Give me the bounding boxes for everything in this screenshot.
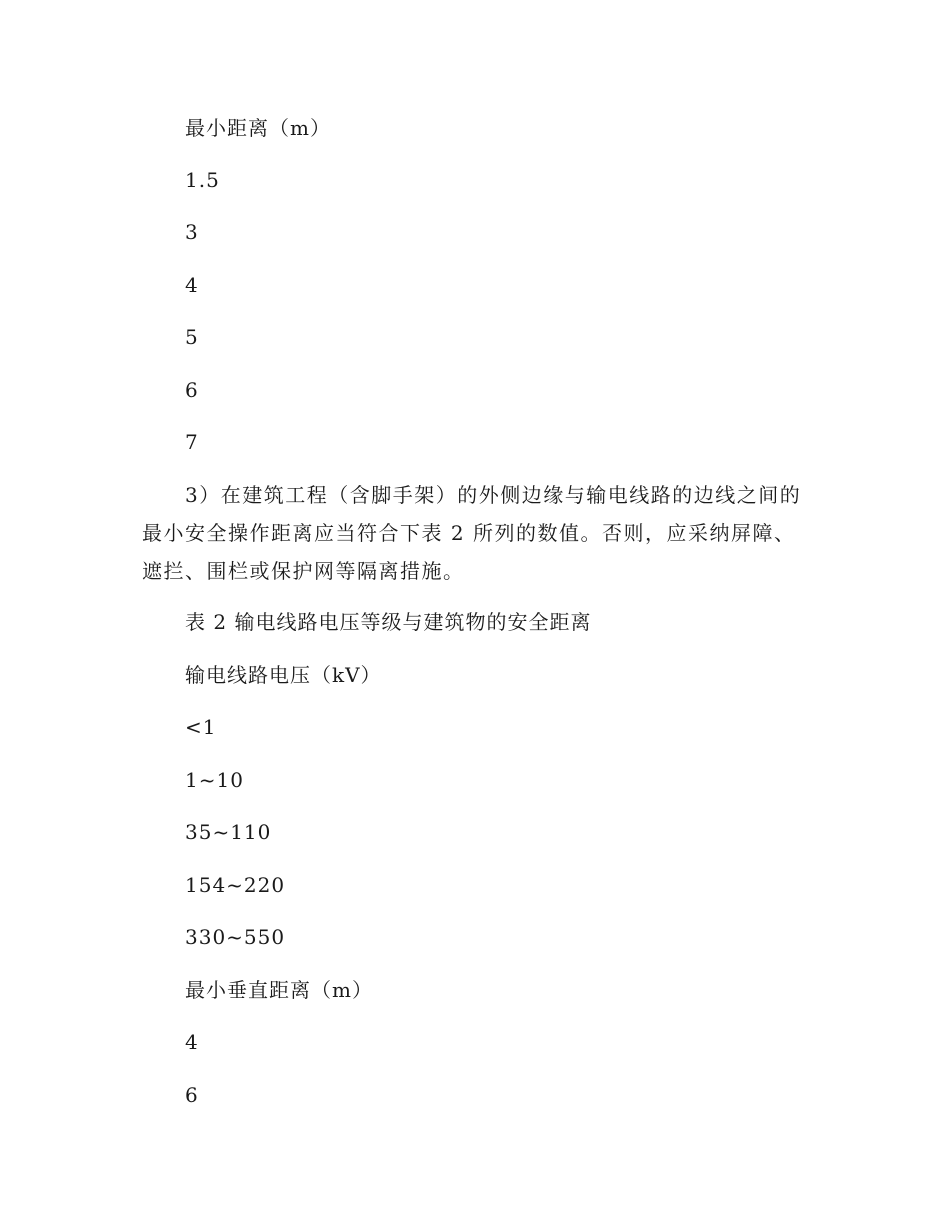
distance-value: 5 (185, 325, 199, 349)
vertical-distance-header: 最小垂直距离（m） (185, 978, 373, 1002)
paragraph-line: 最小安全操作距离应当符合下表 2 所列的数值。否则，应采纳屏障、 (142, 521, 796, 545)
voltage-value: <1 (185, 715, 217, 739)
distance-value: 3 (185, 220, 199, 244)
distance-value: 4 (185, 273, 199, 297)
min-distance-header: 最小距离（m） (185, 116, 331, 140)
voltage-value: 35~110 (185, 820, 272, 844)
paragraph-line: 遮拦、围栏或保护网等隔离措施。 (142, 559, 465, 583)
voltage-value: 1~10 (185, 768, 244, 792)
table-caption: 表 2 输电线路电压等级与建筑物的安全距离 (185, 610, 592, 634)
distance-value: 6 (185, 378, 199, 402)
voltage-header: 输电线路电压（kV） (185, 663, 382, 687)
distance-value: 1.5 (185, 168, 220, 192)
vertical-distance-value: 6 (185, 1083, 199, 1107)
voltage-value: 154~220 (185, 873, 286, 897)
vertical-distance-value: 4 (185, 1030, 199, 1054)
paragraph-line: 3）在建筑工程（含脚手架）的外侧边缘与输电线路的边线之间的 (185, 483, 802, 507)
distance-value: 7 (185, 430, 199, 454)
voltage-value: 330~550 (185, 925, 286, 949)
body-paragraph (142, 476, 822, 590)
